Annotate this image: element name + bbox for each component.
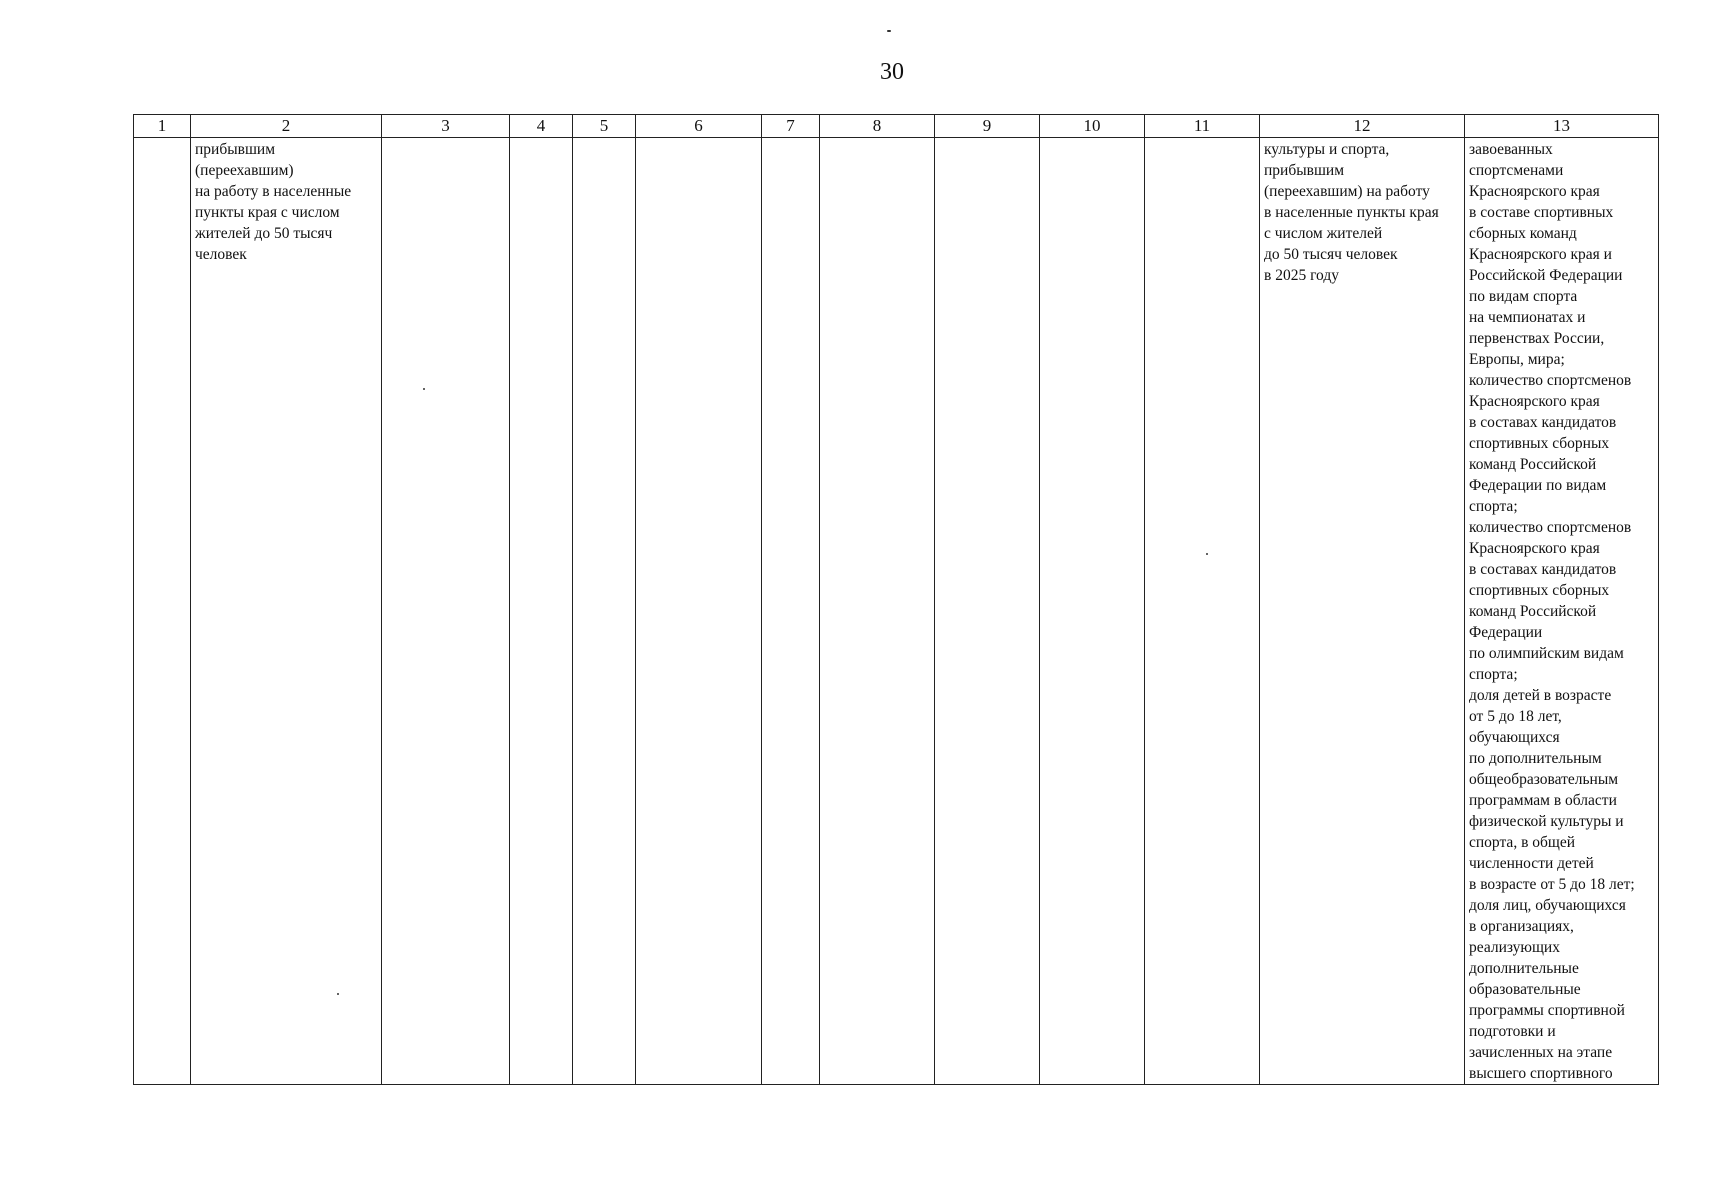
- header-cell-12: 12: [1260, 115, 1465, 138]
- header-cell-5: 5: [573, 115, 636, 138]
- cell-col-6: [636, 138, 762, 1085]
- cell-col-7: [762, 138, 820, 1085]
- header-cell-13: 13: [1465, 115, 1659, 138]
- header-cell-4: 4: [510, 115, 573, 138]
- cell-col-4: [510, 138, 573, 1085]
- header-cell-3: 3: [382, 115, 510, 138]
- header-cell-11: 11: [1145, 115, 1260, 138]
- cell-col-12: культуры и спорта, прибывшим (переехавшим) на работу в населенные пункты края с числом жителей до 50 тысяч человек в 2025 году: [1260, 138, 1465, 1085]
- cell-col-5: [573, 138, 636, 1085]
- header-cell-9: 9: [935, 115, 1040, 138]
- header-row: [134, 115, 1659, 138]
- header-cell-8: 8: [820, 115, 935, 138]
- header-cell-1: 1: [134, 115, 191, 138]
- cell-col-3: [382, 138, 510, 1085]
- cell-col-11: [1145, 138, 1260, 1085]
- page-number: 30: [880, 59, 904, 85]
- cell-col-8: [820, 138, 935, 1085]
- cell-col-9: [935, 138, 1040, 1085]
- cell-col-10: [1040, 138, 1145, 1085]
- cell-col-13: завоеванных спортсменами Красноярского края в составе спортивных сборных команд Красноярского края и Российской Федерации по видам спорта на чемпионатах и первенствах России, Европы, мира; количество спортсменов Красноярского края в составах кандидатов спортивных сборных команд Российской Федерации по видам спорта; количество спортсменов Красноярского края в составах кандидатов спортивных сборных команд Российской Федерации по олимпийским видам спорта; доля детей в возрасте от 5 до 18 лет, обучающихся по дополнительным общеобразовательным программам в области физической культуры и спорта, в общей численности детей в возрасте от 5 до 18 лет; доля лиц, обучающихся в организациях, реализующих дополнительные образовательные программы спортивной подготовки и зачисленных на этапе высшего спортивного: [1465, 138, 1659, 1085]
- header-cell-2: 2: [191, 115, 382, 138]
- scan-speck: [887, 30, 891, 32]
- document-table: [133, 114, 1659, 1085]
- header-cell-10: 10: [1040, 115, 1145, 138]
- header-cell-6: 6: [636, 115, 762, 138]
- table-row: [134, 138, 1659, 1085]
- header-cell-7: 7: [762, 115, 820, 138]
- cell-col-2: прибывшим (переехавшим) на работу в населенные пункты края с числом жителей до 50 тысяч человек: [191, 138, 382, 1085]
- cell-col-1: [134, 138, 191, 1085]
